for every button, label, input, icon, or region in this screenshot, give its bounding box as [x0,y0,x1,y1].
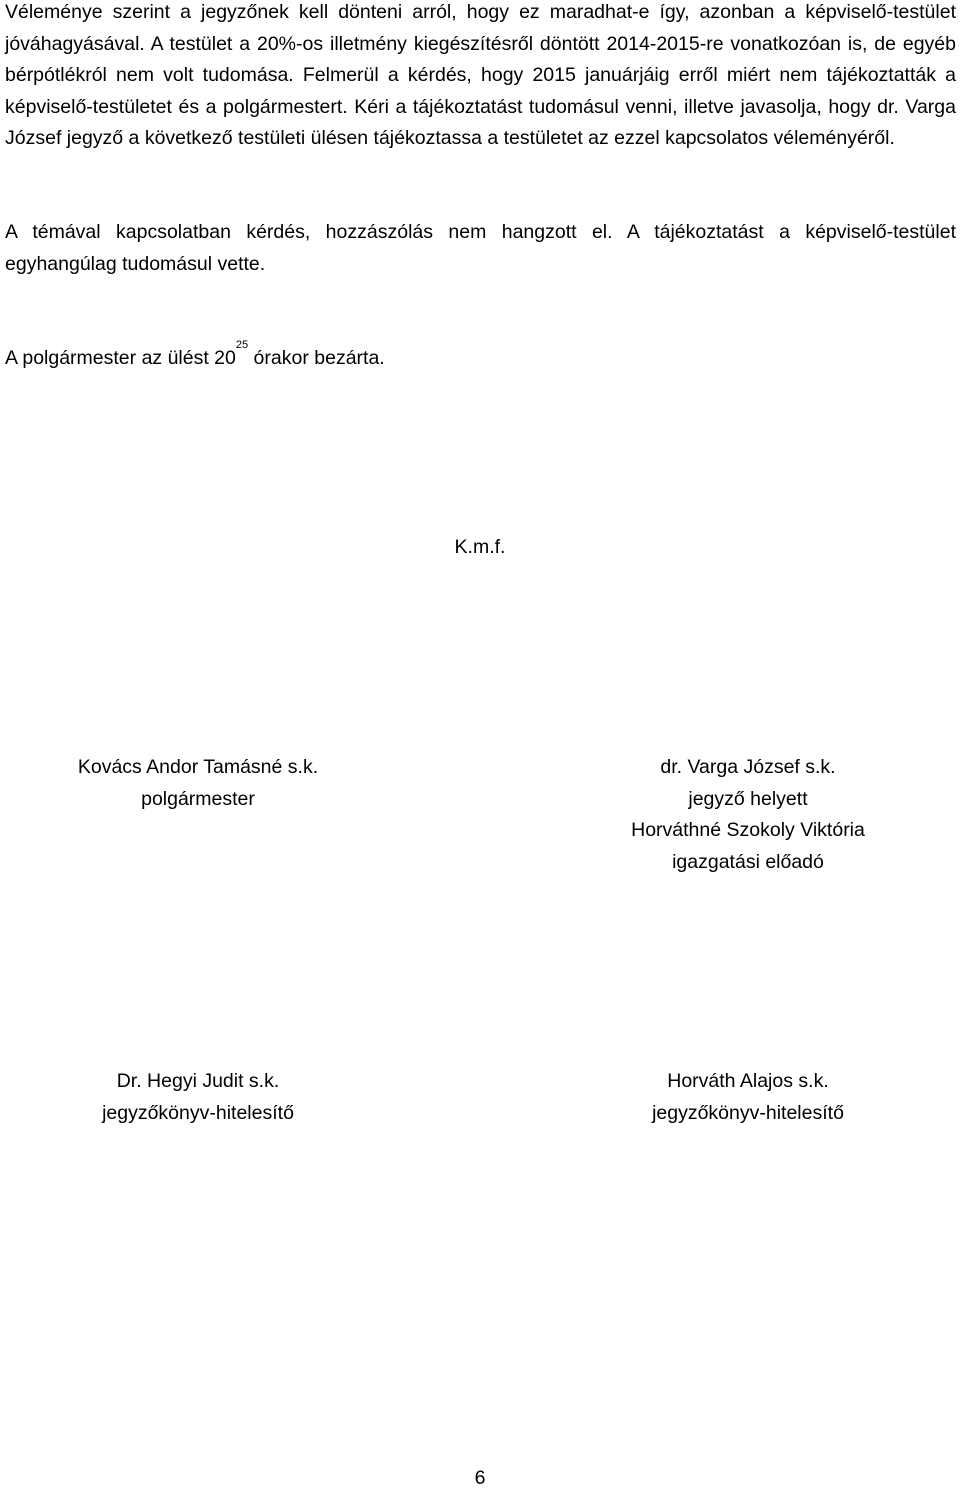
paragraph-opinion: Véleménye szerint a jegyzőnek kell dönteni arról, hogy ez maradhat-e így, azonban a képviselő-testület jóváhagyásával. A testület a 20%-os illetmény kiegészítésről döntött 2014-2015-re vonatkozóan is, de egyéb bérpótlékról nem volt tudomása. Felmerül a kérdés, hogy 2015 januárjáig erről miért nem tájékoztatták a képviselő-testületet és a polgármestert. Kéri a tájékoztatást tudomásul venni, illetve javasolja, hogy dr. Varga József jegyző a következő testületi ülésen tájékoztassa a testületet az ezzel kapcsolatos véleményéről. [5,1,956,149]
authenticator-1-name: Dr. Hegyi Judit s.k. [116,1070,280,1092]
paragraph-acknowledgement: A témával kapcsolatban kérdés, hozzászólás nem hangzott el. A tájékoztatást a képviselő-testület egyhangúlag tudomásul vette. [5,221,956,275]
closing-text-after: órakor bezárta. [248,347,385,369]
page-number: 6 [474,1467,486,1489]
signature-block-mayor [50,752,346,815]
signature-block-authenticator-2 [600,1066,896,1129]
mayor-name: Kovács Andor Tamásné s.k. [77,756,319,778]
signature-block-notary [600,752,896,878]
closing-text-before: A polgármester az ülést 20 [5,347,236,369]
closing-statement [5,339,385,375]
authenticator-2-title: jegyzőkönyv-hitelesítő [652,1101,844,1124]
notary-name: dr. Varga József s.k. [660,756,836,778]
notary-substitute-name: Horváthné Szokoly Viktória [631,819,865,841]
signature-block-authenticator-1 [50,1066,346,1129]
notary-substitute-title: igazgatási előadó [672,850,824,873]
mayor-title: polgármester [141,787,255,810]
authenticator-1-title: jegyzőkönyv-hitelesítő [102,1101,294,1124]
closing-time-minutes: 25 [235,339,249,351]
authenticator-2-name: Horváth Alajos s.k. [667,1070,829,1092]
notary-role: jegyző helyett [688,787,808,810]
kmf-label: K.m.f. [454,536,506,558]
